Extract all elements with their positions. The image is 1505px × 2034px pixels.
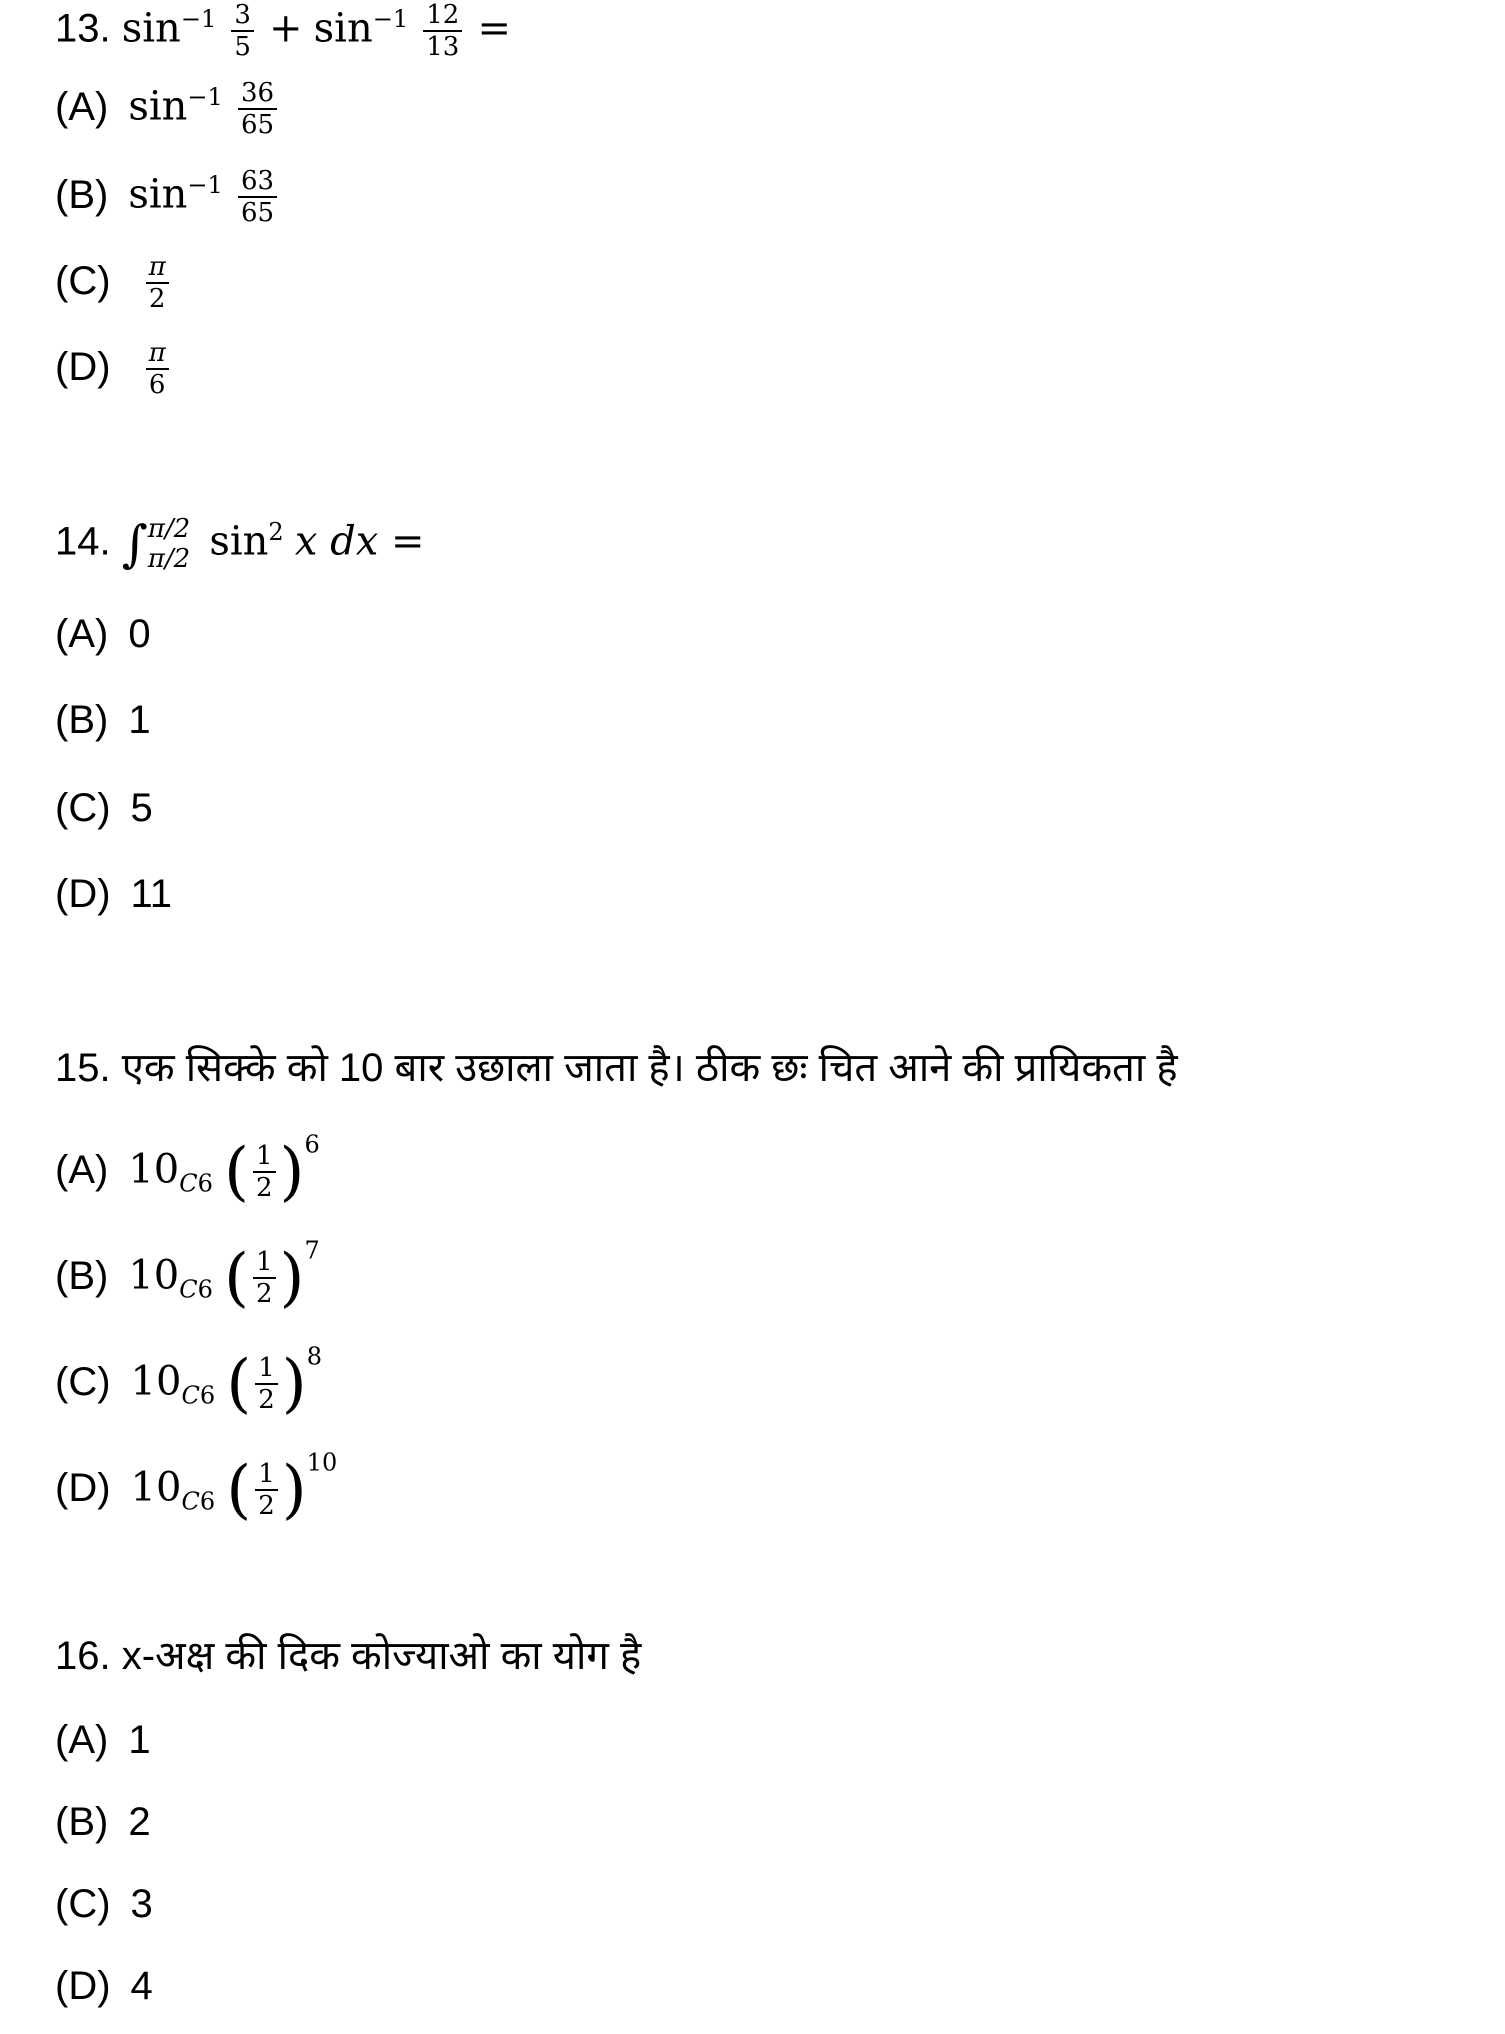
denominator: 65 (240, 198, 275, 228)
option-label: (A) (55, 1718, 109, 1762)
integral-sign: ∫ (121, 515, 148, 573)
combination-index: 6 (199, 1487, 216, 1516)
option-value: 4 (130, 1964, 153, 2008)
binomial-base: 10 (128, 1252, 180, 1299)
option-label: (B) (55, 1800, 109, 1844)
superscript: −1 (187, 171, 223, 200)
combination-index: 6 (197, 1275, 213, 1304)
denominator: 2 (255, 1279, 273, 1309)
question-15-option-d: (D) $10_{C6}$ ( $\frac{1}{2}$ )$^{10}$ (55, 1448, 338, 1527)
exponent: 7 (304, 1236, 320, 1265)
fraction (253, 1141, 276, 1203)
option-label: (C) (55, 258, 111, 303)
function-name: sin (209, 518, 269, 565)
plus-sign: + (269, 5, 303, 52)
option-label: (C) (55, 1359, 111, 1404)
denominator: 2 (258, 1385, 275, 1415)
fraction (231, 0, 254, 62)
binomial-base: 10 (130, 1464, 182, 1511)
binomial-base: 10 (130, 1358, 182, 1405)
question-14-option-b (55, 696, 151, 744)
fraction (146, 252, 169, 314)
question-number: 14. (55, 519, 111, 564)
combination-index: 6 (197, 1169, 213, 1198)
numerator: π (146, 338, 169, 370)
question-14-option-d (55, 870, 172, 918)
question-13-stem (55, 0, 511, 62)
function-name: sin (128, 171, 188, 218)
lower-limit: π/2 (147, 544, 191, 574)
function-name: sin (121, 5, 181, 52)
combination-symbol: C (179, 1275, 198, 1304)
fraction (255, 1459, 278, 1521)
superscript: 2 (268, 518, 284, 547)
numerator: π (146, 252, 169, 284)
option-value: 5 (130, 786, 153, 830)
superscript: −1 (180, 5, 217, 34)
integrand: x dx = (294, 518, 425, 565)
question-15-option-c: (C) $10_{C6}$ ( $\frac{1}{2}$ )$^8$ (55, 1342, 322, 1421)
function-name: sin (313, 5, 373, 52)
combination-symbol: C (181, 1381, 200, 1410)
integral-limits (148, 514, 190, 574)
fraction (255, 1353, 278, 1415)
question-14-option-c (55, 784, 153, 832)
question-number: 16. (55, 1634, 111, 1678)
combination-symbol: C (181, 1487, 200, 1516)
option-value: 1 (128, 698, 151, 742)
option-label: (C) (55, 786, 111, 830)
binomial-base: 10 (128, 1146, 180, 1193)
option-value: 0 (128, 612, 151, 656)
superscript: −1 (372, 5, 409, 34)
question-13-option-d (55, 338, 173, 400)
option-label: (C) (55, 1882, 111, 1926)
question-16-stem (55, 1632, 641, 1680)
option-label: (D) (55, 1465, 111, 1510)
denominator: 13 (426, 32, 460, 62)
numerator: 1 (253, 1141, 276, 1173)
numerator: 1 (255, 1459, 278, 1491)
numerator: 1 (255, 1353, 278, 1385)
equals-sign: = (477, 5, 511, 52)
question-number: 15. (55, 1046, 111, 1090)
combination-symbol: C (179, 1169, 198, 1198)
denominator: 2 (148, 284, 166, 314)
exponent: 8 (306, 1342, 322, 1371)
option-label: (B) (55, 698, 109, 742)
question-13-option-b (55, 166, 281, 228)
question-13-option-c (55, 252, 173, 314)
question-16-option-c (55, 1880, 153, 1928)
question-number: 13. (55, 6, 111, 51)
option-label: (B) (55, 172, 109, 217)
question-14-stem (55, 514, 424, 574)
fraction (253, 1247, 276, 1309)
question-16-option-b (55, 1798, 151, 1846)
numerator: 1 (253, 1247, 276, 1279)
numerator: 12 (423, 0, 462, 32)
denominator: 6 (148, 370, 166, 400)
fraction (423, 0, 462, 62)
numerator: 63 (238, 166, 277, 198)
option-label: (D) (55, 1964, 111, 2008)
option-label: (A) (55, 1147, 109, 1192)
question-16-option-d (55, 1962, 153, 2010)
exponent: 10 (306, 1448, 338, 1477)
question-16-option-a (55, 1716, 151, 1764)
option-value: 3 (130, 1882, 153, 1926)
question-15-option-b: (B) $10_{C6}$ ( $\frac{1}{2}$ )$^7$ (55, 1236, 320, 1315)
question-15-stem (55, 1044, 1178, 1092)
denominator: 2 (258, 1491, 275, 1521)
question-14-option-a (55, 610, 151, 658)
denominator: 2 (255, 1173, 273, 1203)
numerator: 36 (238, 78, 277, 110)
fraction (238, 78, 277, 140)
fraction (146, 338, 169, 400)
function-name: sin (128, 83, 188, 130)
question-text: एक सिक्के को 10 बार उछाला जाता है। ठीक छः चित आने की प्रायिकता है (121, 1046, 1178, 1090)
superscript: −1 (187, 83, 223, 112)
exponent: 6 (304, 1130, 320, 1159)
fraction (238, 166, 277, 228)
denominator: 65 (240, 110, 275, 140)
numerator: 3 (231, 0, 254, 32)
combination-index: 6 (199, 1381, 216, 1410)
upper-limit: π/2 (147, 514, 191, 544)
option-label: (D) (55, 872, 111, 916)
option-label: (A) (55, 612, 109, 656)
option-value: 2 (128, 1800, 151, 1844)
option-label: (D) (55, 344, 111, 389)
option-label: (B) (55, 1253, 109, 1298)
question-text: x-अक्ष की दिक कोज्याओ का योग है (121, 1634, 642, 1678)
option-value: 1 (128, 1718, 151, 1762)
denominator: 5 (234, 32, 251, 62)
option-value: 11 (130, 872, 173, 916)
question-13-option-a (55, 78, 281, 140)
question-15-option-a: (A) $10_{C6}$ ( $\frac{1}{2}$ )$^6$ (55, 1130, 320, 1209)
option-label: (A) (55, 84, 109, 129)
